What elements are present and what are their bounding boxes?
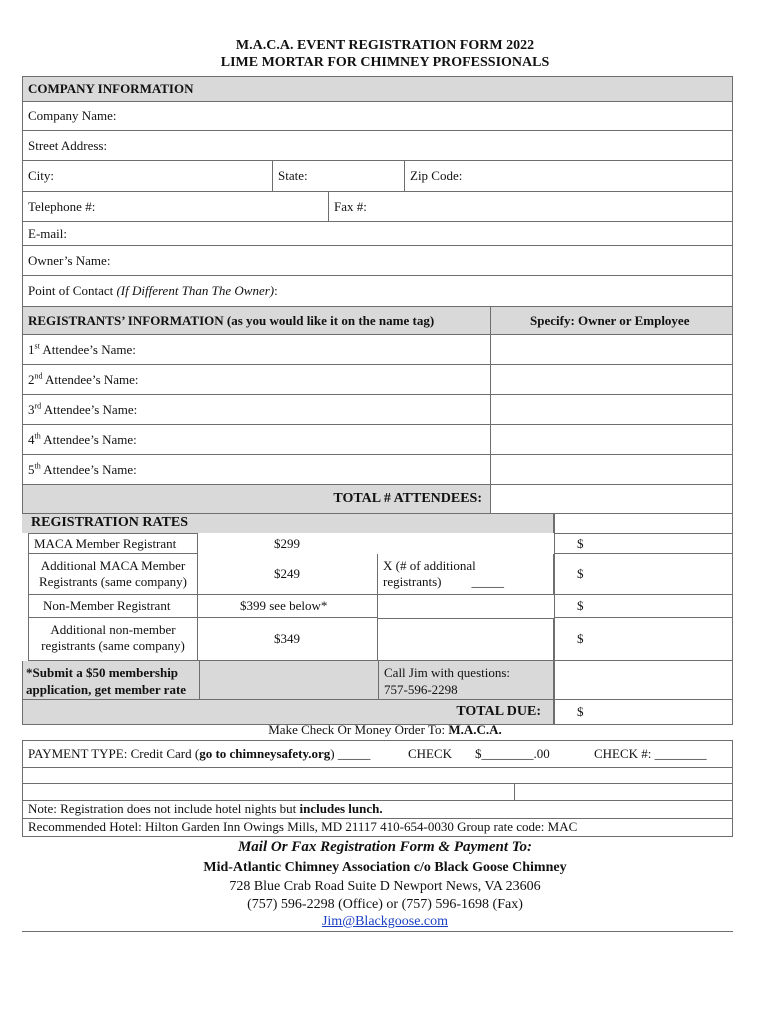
hotel-note: Note: Registration does not include hotel nights but includes lunch. (28, 801, 383, 816)
company-section-title: COMPANY INFORMATION (28, 81, 194, 96)
member-rate-label-cell (28, 533, 198, 554)
membership-note-line2: application, get member rate (26, 682, 187, 697)
attendee-row[interactable] (22, 395, 733, 425)
recommended-hotel-row (22, 818, 733, 837)
check-option[interactable]: CHECK (408, 746, 453, 761)
check-amount-field[interactable]: $________.00 (475, 746, 550, 761)
city-label: City: (28, 168, 55, 183)
attendee-label: 3rd Attendee’s Name: (28, 401, 138, 417)
nonmember-label-cell (28, 595, 198, 618)
member-rate-price: $299 (274, 535, 300, 551)
nonmember-label: Non-Member Registrant (43, 598, 171, 613)
nonmember-subtotal[interactable]: $ (554, 595, 733, 618)
call-note-line2: 757-596-2298 (384, 682, 458, 697)
multiplier-line2: registrants) (383, 574, 442, 589)
nonmember-price-cell (198, 595, 378, 618)
card-details-row[interactable] (22, 783, 733, 801)
nonmember-price: $399 see below* (240, 598, 328, 613)
street-address-label: Street Address: (28, 137, 108, 153)
specify-label: Specify: Owner or Employee (530, 312, 690, 328)
additional-member-subtotal[interactable]: $ (554, 554, 733, 595)
attendee-row[interactable] (22, 455, 733, 485)
multiplier-cell[interactable]: X (# of additional registrants) _____ (377, 554, 554, 595)
attendee-row[interactable] (22, 365, 733, 395)
call-note-line1: Call Jim with questions: (384, 665, 511, 680)
payment-type-label: PAYMENT TYPE: Credit Card (go to chimneysafety.org) _____ (28, 746, 371, 761)
attendee-label: 1st Attendee’s Name: (28, 341, 136, 357)
total-due-label: TOTAL DUE: (456, 704, 541, 719)
org-name: Mid-Atlantic Chimney Association c/o Black Goose Chimney (203, 860, 567, 875)
owner-name-label: Owner’s Name: (28, 252, 111, 268)
rates-title: REGISTRATION RATES (31, 515, 189, 530)
additional-nonmember-label-line2: registrants (same company) (41, 638, 185, 653)
additional-member-price-cell (198, 554, 378, 595)
attendee-label: 4th Attendee’s Name: (28, 431, 137, 447)
card-details-row[interactable] (22, 767, 733, 784)
form-subtitle: LIME MORTAR FOR CHIMNEY PROFESSIONALS (220, 55, 550, 70)
state-label: State: (278, 168, 308, 183)
membership-note-line1: *Submit a $50 membership (26, 665, 179, 680)
telephone-label: Telephone #: (28, 198, 96, 214)
additional-member-label-line1: Additional MACA Member (40, 558, 186, 573)
member-rate-subtotal[interactable]: $ (554, 533, 733, 554)
total-attendees-label: TOTAL # ATTENDEES: (333, 491, 482, 506)
make-check-line: Make Check Or Money Order To: M.A.C.A. (268, 722, 502, 737)
additional-member-label-cell (28, 554, 198, 595)
mail-title: Mail Or Fax Registration Form & Payment To: (237, 839, 533, 855)
check-number-field[interactable]: CHECK #: ________ (594, 746, 707, 761)
city-state-zip-row (22, 161, 733, 192)
additional-nonmember-label-line1: Additional non-member (50, 622, 176, 637)
additional-member-label-line2: Registrants (same company) (38, 574, 187, 589)
additional-member-price: $249 (274, 566, 300, 581)
contact-email-link[interactable]: Jim@Blackgoose.com (321, 914, 449, 929)
street-address-row[interactable] (22, 131, 733, 161)
attendee-label: 5th Attendee’s Name: (28, 461, 137, 477)
email-row[interactable] (22, 222, 733, 246)
phone-fax-row (22, 192, 733, 222)
fax-label: Fax #: (334, 198, 367, 214)
org-phones: (757) 596-2298 (Office) or (757) 596-1698 (Fax) (247, 897, 523, 912)
point-of-contact-row[interactable] (22, 276, 733, 307)
additional-nonmember-price: $349 (274, 631, 300, 646)
rates-table (22, 514, 733, 725)
footer-rule (22, 931, 733, 932)
total-due-field[interactable]: $ (554, 700, 733, 725)
additional-nonmember-multiplier[interactable] (377, 618, 554, 661)
email-label: E-mail: (28, 225, 67, 241)
registrants-title: REGISTRANTS’ INFORMATION (as you would like it on the name tag) (28, 312, 435, 328)
form-title: M.A.C.A. EVENT REGISTRATION FORM 2022 (235, 38, 535, 53)
additional-nonmember-label-cell (28, 618, 198, 661)
payee-name: M.A.C.A. (448, 722, 502, 737)
total-attendees-label-cell (22, 485, 491, 514)
company-section-header (22, 76, 733, 102)
recommended-hotel: Recommended Hotel: Hilton Garden Inn Owings Mills, MD 21117 410-654-0030 Group rate code: MAC (28, 819, 578, 834)
additional-nonmember-price-cell (198, 618, 378, 661)
member-rate-price-cell (198, 533, 378, 554)
attendee-label: 2nd Attendee’s Name: (28, 371, 139, 387)
member-rate-label: MACA Member Registrant (34, 535, 177, 551)
payment-type-row (22, 740, 733, 768)
additional-nonmember-subtotal[interactable]: $ (554, 618, 733, 661)
org-address: 728 Blue Crab Road Suite D Newport News, VA 23606 (229, 879, 541, 894)
owner-name-row[interactable] (22, 246, 733, 276)
multiplier-line1: X (# of additional (383, 558, 476, 573)
point-of-contact-label: Point of Contact (If Different Than The Owner): (28, 283, 278, 298)
attendee-row[interactable] (22, 335, 733, 365)
hotel-note-row (22, 800, 733, 819)
total-attendees-field[interactable] (490, 485, 733, 514)
attendee-row[interactable] (22, 425, 733, 455)
company-name-label: Company Name: (28, 107, 117, 123)
membership-note-row (22, 661, 554, 700)
company-name-row[interactable] (22, 101, 733, 131)
registrants-header (22, 307, 733, 335)
zip-label: Zip Code: (410, 168, 463, 183)
